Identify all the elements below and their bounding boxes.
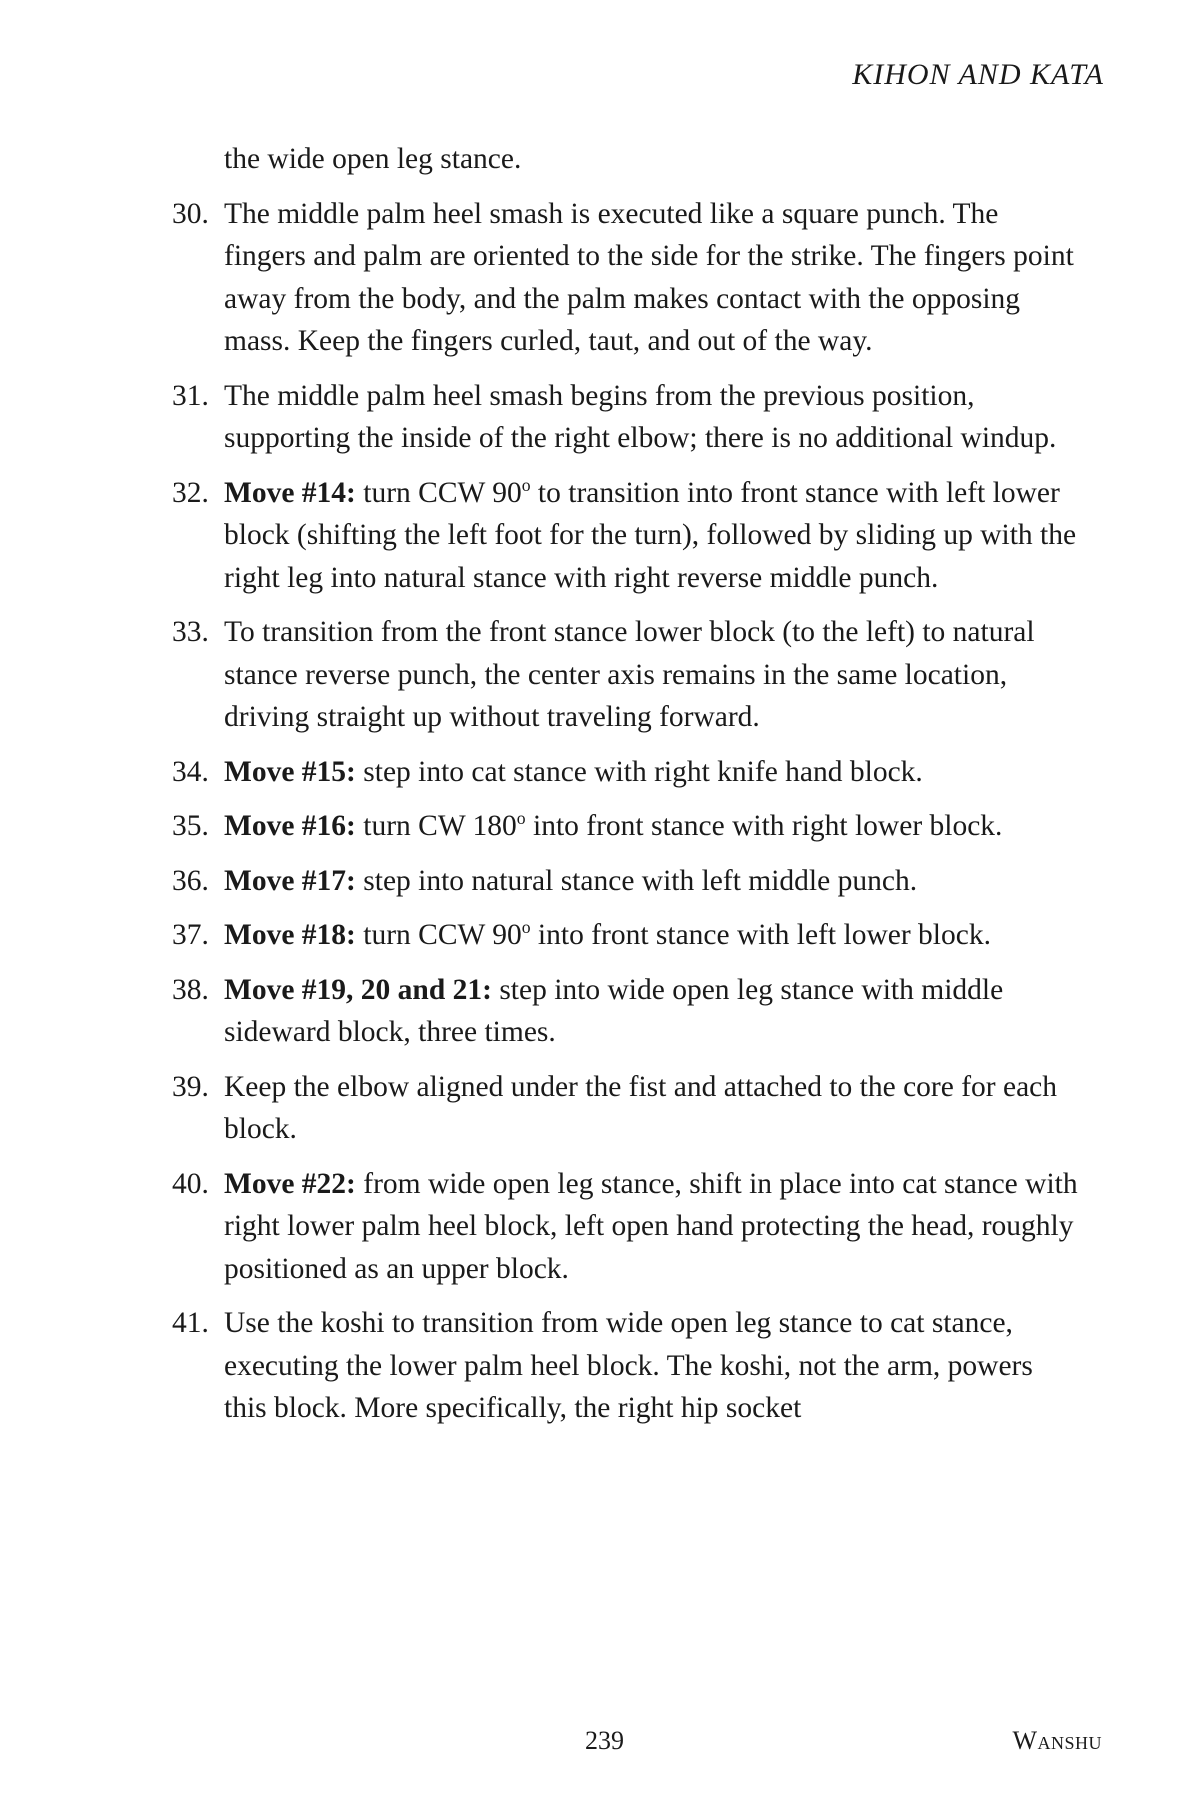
list-item-41 <box>172 1302 1082 1430</box>
item-text: from wide open leg stance, shift in place into cat stance with right lower palm heel block, left open hand protecting the head, roughly positioned as an upper block. <box>224 1167 1078 1285</box>
item-number: 36. <box>172 864 209 897</box>
item-number: 40. <box>172 1167 209 1200</box>
item-text: turn CCW 90 <box>355 919 522 951</box>
item-text-continued: to transition into front stance with left lower block (shifting the left foot for the turn), followed by sliding up with the right leg into natural stance with right reverse middle punch. <box>224 476 1077 594</box>
item-number: 37. <box>172 919 209 951</box>
move-label: Move #17: <box>224 864 356 897</box>
move-label: Move #14: <box>224 476 356 509</box>
list-item-30 <box>172 193 1082 363</box>
book-title: Wanshu <box>1012 1726 1102 1755</box>
item-number: 39. <box>172 1070 209 1103</box>
list-item-33 <box>172 611 1082 739</box>
list-item-34 <box>172 751 1082 794</box>
item-text: To transition from the front stance lower block (to the left) to natural stance reverse punch, the center axis remains in the same location, driving straight up without traveling forward. <box>224 616 1035 733</box>
item-number: 32. <box>172 476 209 509</box>
page-number: 239 <box>585 1726 624 1755</box>
item-text-continued: into front stance with right lower block. <box>525 810 1003 842</box>
running-head: KIHON AND KATA <box>852 58 1104 91</box>
item-text: turn CCW 90 <box>355 476 522 509</box>
item-text: Use the koshi to transition from wide open leg stance to cat stance, executing the lower palm heel block. The koshi, not the arm, powers this block. More specifically, the right hip socket <box>224 1307 1033 1424</box>
item-number: 33. <box>172 616 209 648</box>
degree-mark: o <box>516 808 526 829</box>
list-item-35 <box>172 805 1082 848</box>
item-text: The middle palm heel smash begins from the previous position, supporting the inside of the right elbow; there is no additional windup. <box>224 379 1057 454</box>
list-item-32 <box>172 472 1082 600</box>
list-item-40 <box>172 1163 1082 1291</box>
item-text: step into natural stance with left middle punch. <box>355 864 918 897</box>
list-item-38 <box>172 969 1082 1054</box>
item-text: step into wide open leg stance with middle sideward block, three times. <box>224 973 1004 1048</box>
item-text: turn CW 180 <box>355 810 517 842</box>
item-text-continued: into front stance with left lower block. <box>530 919 991 951</box>
move-label: Move #15: <box>224 755 356 788</box>
list-item-37 <box>172 914 1082 957</box>
item-number: 38. <box>172 973 209 1006</box>
list-item-39 <box>172 1066 1082 1151</box>
item-number: 34. <box>172 755 209 788</box>
continuation-text: the wide open leg stance. <box>224 143 522 175</box>
list-item-36 <box>172 860 1082 903</box>
item-number: 41. <box>172 1307 209 1339</box>
page-body <box>172 138 1082 1442</box>
degree-mark: o <box>521 474 531 495</box>
move-label: Move #22: <box>224 1167 356 1200</box>
item-number: 30. <box>172 197 209 230</box>
list-item-31 <box>172 375 1082 460</box>
move-label: Move #19, 20 and 21: <box>224 973 492 1006</box>
item-text: Keep the elbow aligned under the fist and attached to the core for each block. <box>224 1070 1058 1145</box>
item-text: step into cat stance with right knife hand block. <box>355 755 923 788</box>
move-label: Move #16: <box>224 810 356 842</box>
move-label: Move #18: <box>224 919 356 951</box>
item-number: 31. <box>172 379 209 412</box>
degree-mark: o <box>521 917 531 938</box>
item-number: 35. <box>172 810 209 842</box>
item-text: The middle palm heel smash is executed like a square punch. The fingers and palm are oriented to the side for the strike. The fingers point away from the body, and the palm makes contact with the opposing mass. Keep the fingers curled, taut, and out of the way. <box>224 197 1074 357</box>
